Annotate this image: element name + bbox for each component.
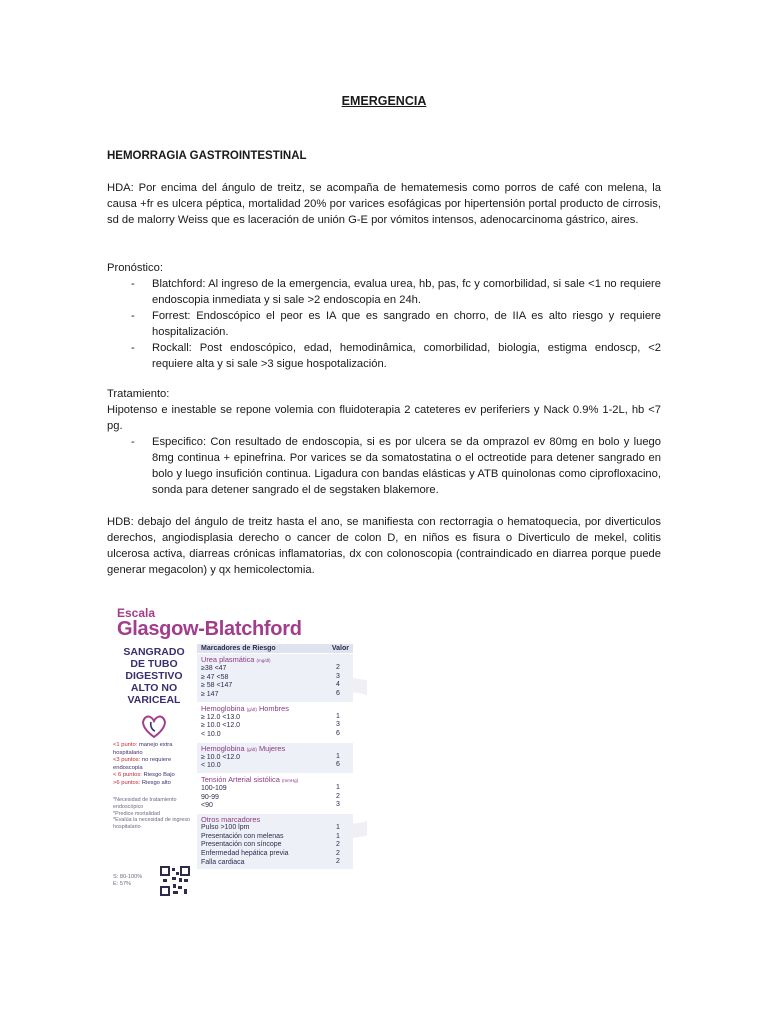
- table-row: ≥ 10.0 <12.0: [201, 753, 241, 761]
- sensitivity-specificity: [113, 874, 142, 888]
- table-row: ≥ 12.0 <13.0: [201, 713, 241, 721]
- table-row: Pulso >100 lpm: [201, 824, 250, 832]
- table-row: ≥ 10.0 <12.0: [201, 722, 241, 730]
- pronostico-label: Pronóstico:: [107, 262, 163, 274]
- left-title-line: VARICEAL: [127, 694, 181, 706]
- row-value: 2: [336, 858, 340, 866]
- table-row: Presentación con melenas: [201, 832, 284, 840]
- list-item: [107, 434, 661, 498]
- table-row: 100-109: [201, 785, 227, 793]
- left-title-line: ALTO NO: [130, 682, 178, 694]
- group-unit: (g/dl): [246, 706, 257, 712]
- stat-line: E: 57%: [113, 881, 132, 887]
- list-item: [107, 276, 661, 308]
- table-row: ≥ 147: [201, 690, 219, 698]
- table-row: < 10.0: [201, 730, 221, 738]
- group-title: [201, 744, 327, 754]
- hda-paragraph: HDA: Por encima del ángulo de treitz, se acompaña de hematemesis como porros de café con melena, la causa +fr es ulcera péptica, mortalidad 20% por varices esofágicas por hipertensión portal producto de cirrosis, sd de malorry Weiss que es laceración de unión G-E por vómitos intensos, adenocarcinoma gástrico, aires.: [107, 182, 661, 226]
- legend-strong: >6 puntos:: [113, 779, 141, 786]
- legend-text: no requiere endoscopia: [113, 757, 172, 771]
- left-title-line: DE TUBO: [130, 658, 178, 670]
- row-value: 1: [336, 752, 340, 760]
- list-item-text: Forrest: Endoscópico el peor es IA que es sangrado en chorro, de IIA es alto riesgo y requiere hospitalización.: [152, 310, 661, 338]
- list-item: [107, 308, 661, 340]
- group-title-suffix: Mujeres: [256, 743, 286, 753]
- dash-bullet: -: [131, 342, 135, 354]
- row-value: 2: [336, 841, 340, 849]
- tratamiento-label: Tratamiento:: [107, 388, 170, 400]
- table-group-hb-men: [197, 702, 353, 742]
- row-value: 1: [336, 712, 340, 720]
- dash-bullet: -: [131, 278, 135, 290]
- table-row: Enfermedad hepática previa: [201, 849, 289, 857]
- table-row: 90-99: [201, 793, 219, 801]
- group-title-text: Otros marcadores: [201, 814, 261, 824]
- legend-strong: < 6 puntos:: [113, 772, 142, 778]
- group-title: [201, 775, 327, 785]
- group-title-text: Hemoglobina: [201, 703, 245, 713]
- legend-item: [113, 757, 195, 772]
- table-row: Presentación con síncope: [201, 841, 282, 849]
- legend-item: [113, 742, 195, 757]
- glasgow-blatchford-figure: [107, 598, 367, 898]
- qr-code-icon: [160, 866, 190, 896]
- table-row: ≥ 58 <147: [201, 682, 233, 690]
- row-value: 3: [336, 672, 340, 680]
- group-title-text: Tensión Arterial sistólica: [201, 774, 280, 784]
- figure-notes: [113, 797, 195, 831]
- row-value: 6: [336, 729, 340, 737]
- legend-item: [113, 780, 195, 788]
- list-item: [107, 340, 661, 372]
- table-header: [197, 644, 353, 653]
- stat-line: S: 80-100%: [113, 874, 143, 880]
- group-title: [201, 704, 327, 714]
- table-row: ≥38 <47: [201, 665, 227, 673]
- table-group-pas: [197, 773, 353, 813]
- legend-strong: <3 puntos:: [113, 757, 141, 763]
- dash-bullet: -: [131, 436, 135, 448]
- row-value: 2: [336, 792, 340, 800]
- header-value: Valor: [331, 645, 349, 652]
- table-row: <90: [201, 802, 213, 810]
- group-title: [201, 655, 327, 665]
- legend-text: manejo extra hospitalario: [113, 742, 173, 756]
- left-title-line: SANGRADO: [123, 646, 185, 658]
- group-title-text: Hemoglobina: [201, 743, 245, 753]
- list-item-text: Blatchford: Al ingreso de la emergencia, evalua urea, hb, pas, fc y comorbilidad, si sale <1 no requiere endoscopia inmediata y si sale >2 endoscopia en 24h.: [152, 278, 661, 306]
- note-line: *Necesidad de tratamiento endoscópico: [113, 797, 177, 810]
- group-title-text: Urea plasmática: [201, 655, 255, 664]
- row-value: 1: [336, 823, 340, 831]
- list-item-text: Especifico: Con resultado de endoscopia, si es por ulcera se da omprazol ev 80mg en bolo y luego 8mg continua + epinefrina. Por varices se da somatostatina o el octreotide para detener sangrado en bolo y luego insufición continua. Ligadura con bandas elásticas y ATB quinolonas como ciprofloxacino, sonda para detener sangrado el de segstaken blakemore.: [152, 436, 661, 496]
- hdb-paragraph: HDB: debajo del ángulo de treitz hasta el ano, se manifiesta con rectorragia o hematoquecia, por diverticulos derechos, angiodisplasia derecho o cancer de colon D, en niños es fisura o Diverticulo de mekel, colitis ulcerosa activa, diarreas crónicas inflamatorias, dx con colonoscopia (contraindicado en diarrea porque puede generar megacolon) y qx hemicolectomia.: [107, 516, 661, 576]
- legend-strong: <1 punto:: [113, 742, 138, 748]
- left-title: [113, 646, 195, 706]
- tratamiento-list: [107, 434, 661, 498]
- group-title-suffix: Hombres: [256, 703, 289, 713]
- legend-text: Riesgo alto: [140, 779, 171, 786]
- table-group-urea: [197, 653, 353, 702]
- row-value: 3: [336, 801, 340, 809]
- legend-item: [113, 772, 195, 780]
- table-row: Falla cardiaca: [201, 858, 245, 866]
- legend-text: Riesgo Bajo: [141, 772, 175, 778]
- table-row: < 10.0: [201, 762, 221, 770]
- page-title: EMERGENCIA: [341, 94, 427, 108]
- row-value: 4: [336, 681, 340, 689]
- row-value: 2: [336, 849, 340, 857]
- group-title: [201, 815, 327, 824]
- table-row: ≥ 47 <58: [201, 673, 229, 681]
- score-legend: [113, 742, 195, 787]
- row-value: 1: [336, 832, 340, 840]
- row-value: 6: [336, 689, 340, 697]
- left-title-line: DIGESTIVO: [125, 670, 183, 682]
- group-unit: (mg/dl): [256, 658, 271, 663]
- tratamiento-paragraph: Hipotenso e inestable se repone volemia con fluidoterapia 2 cateteres ev periferiers y Nack 0.9% 1-2L, hb <7 pg.: [107, 404, 661, 432]
- figure-left-panel: [113, 646, 195, 831]
- note-line: *Predice mortalidad: [113, 810, 161, 817]
- table-group-others: [197, 813, 353, 869]
- header-markers: Marcadores de Riesgo: [201, 645, 276, 652]
- group-unit: (g/dl): [246, 746, 257, 752]
- row-value: 6: [336, 761, 340, 769]
- table-group-hb-women: [197, 742, 353, 773]
- pronostico-list: [107, 276, 661, 372]
- group-unit: (mmHg): [281, 777, 299, 783]
- section-heading: HEMORRAGIA GASTROINTESTINAL: [107, 150, 307, 162]
- figure-title: Glasgow-Blatchford: [117, 618, 302, 640]
- risk-table: [197, 644, 353, 869]
- stomach-heart-logo-icon: [139, 712, 169, 740]
- row-value: 1: [336, 783, 340, 791]
- dash-bullet: -: [131, 310, 135, 322]
- list-item-text: Rockall: Post endoscópico, edad, hemodinâmica, comorbilidad, biologia, estigma endoscp, <2 requiere alta y si sale >3 sigue hospotalización.: [152, 342, 661, 370]
- row-value: 2: [336, 664, 340, 671]
- note-line: *Evalúa la necesidad de ingreso hospitalario: [113, 817, 191, 831]
- figure-kicker: Escala: [117, 606, 156, 620]
- row-value: 3: [336, 721, 340, 729]
